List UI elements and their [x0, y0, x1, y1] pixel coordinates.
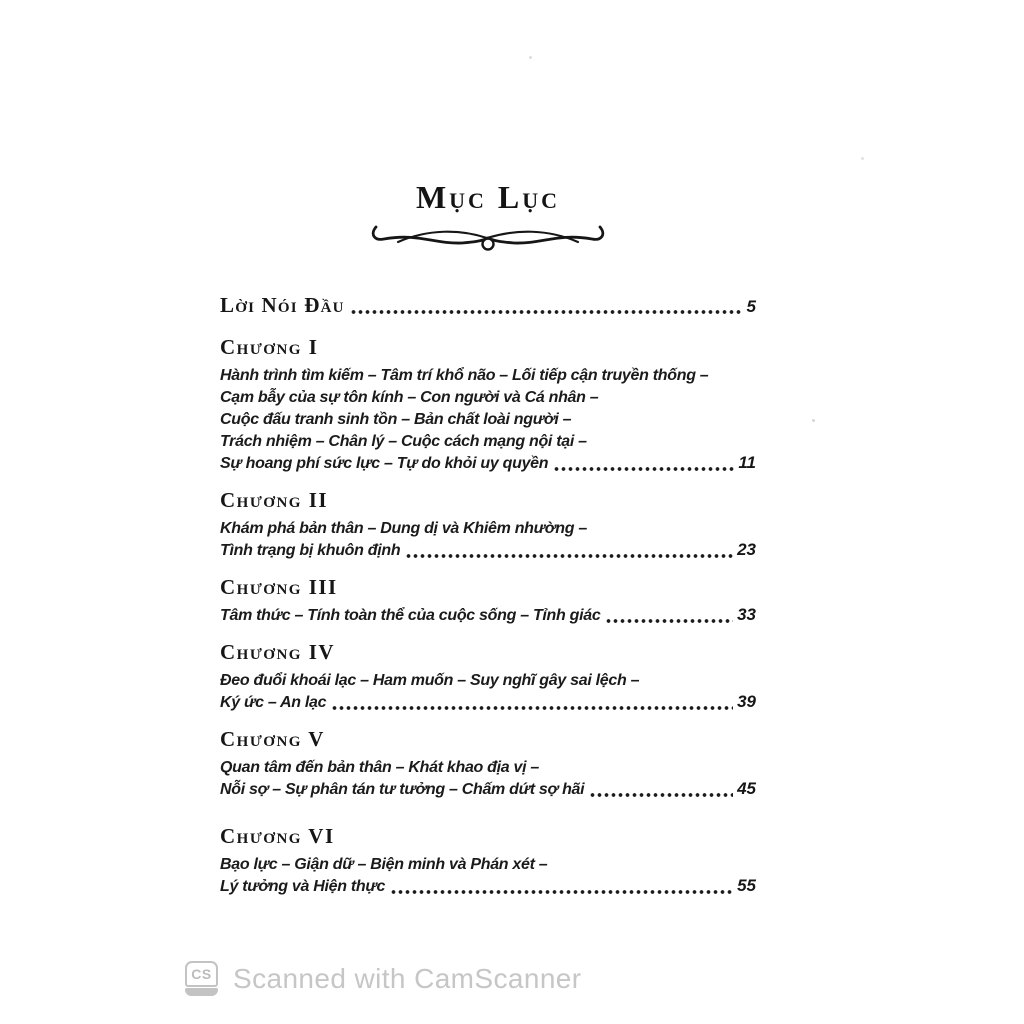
dot-leader: [605, 619, 733, 623]
chapter-line: Tình trạng bị khuôn định: [220, 542, 401, 559]
chapter-line: Ký ức – An lạc: [220, 694, 327, 711]
page-number: 23: [737, 540, 756, 559]
page-number: 5: [746, 297, 756, 316]
chapter-line: Tâm thức – Tính toàn thể của cuộc sống – Tỉnh giác: [220, 607, 601, 624]
chapter-description: [220, 518, 756, 562]
watermark-text: Scanned with CamScanner: [233, 962, 582, 994]
dot-leader: [350, 310, 743, 314]
page-number: 33: [737, 605, 756, 624]
page-number: 11: [738, 453, 756, 472]
chapter-heading: Chương III: [220, 575, 338, 599]
camscanner-watermark: [185, 961, 582, 996]
camscanner-logo-band: [185, 988, 218, 996]
dot-leader: [589, 793, 733, 797]
chapter-description: [220, 605, 756, 627]
page-number: 45: [737, 779, 756, 798]
toc-entry-front-matter: [220, 293, 756, 318]
chapter-line: Cuộc đấu tranh sinh tồn – Bản chất loài người –: [220, 411, 572, 428]
chapter-line: Lý tưởng và Hiện thực: [220, 878, 386, 895]
front-matter-label: Lời Nói Đầu: [220, 293, 345, 317]
chapter-heading: Chương VI: [220, 824, 335, 848]
chapter-description: [220, 854, 756, 898]
chapter-last-line: [220, 692, 756, 714]
chapter-line: Hành trình tìm kiếm – Tâm trí khổ não – Lối tiếp cận truyền thống –: [220, 367, 709, 384]
chapter-description: [220, 670, 756, 714]
chapter-line: Nỗi sợ – Sự phân tán tư tưởng – Chấm dứt sợ hãi: [220, 781, 585, 798]
chapter-line: Bạo lực – Giận dữ – Biện minh và Phán xét –: [220, 856, 548, 873]
chapter-line: Đeo đuổi khoái lạc – Ham muốn – Suy nghĩ gây sai lệch –: [220, 672, 640, 689]
chapter-heading: Chương V: [220, 727, 325, 751]
scan-speck: [812, 419, 815, 422]
chapter-line: Quan tâm đến bản thân – Khát khao địa vị –: [220, 759, 540, 776]
chapter-line: Cạm bẫy của sự tôn kính – Con người và Cá nhân –: [220, 389, 599, 406]
chapter-description: [220, 757, 756, 801]
chapter-last-line: [220, 453, 756, 475]
chapter-line: Sự hoang phí sức lực – Tự do khỏi uy quyền: [220, 455, 549, 472]
dot-leader: [553, 467, 734, 471]
dot-leader: [331, 706, 733, 710]
dot-leader: [390, 890, 733, 894]
page-number: 55: [737, 876, 756, 895]
chapter-heading: Chương IV: [220, 640, 336, 664]
camscanner-logo-initials: CS: [191, 966, 212, 982]
camscanner-logo-icon: [185, 961, 218, 996]
chapter-description: [220, 365, 756, 475]
chapter-last-line: [220, 540, 756, 562]
chapter-last-line: [220, 605, 756, 627]
title-block: [220, 180, 756, 256]
scan-speck: [529, 56, 532, 59]
scan-speck: [861, 157, 864, 160]
page-number: 39: [737, 692, 756, 711]
page-title: Mục Lục: [415, 179, 561, 215]
toc-chapter-2: [220, 487, 756, 562]
table-of-contents: [220, 293, 756, 898]
chapter-last-line: [220, 876, 756, 898]
chapter-line: Khám phá bản thân – Dung dị và Khiêm nhường –: [220, 520, 587, 537]
toc-chapter-3: [220, 574, 756, 627]
toc-chapter-5: [220, 726, 756, 801]
chapter-heading: Chương I: [220, 335, 319, 359]
dot-leader: [405, 554, 733, 558]
flourish-ornament: [368, 216, 608, 256]
chapter-line: Trách nhiệm – Chân lý – Cuộc cách mạng nội tại –: [220, 433, 587, 450]
toc-chapter-1: [220, 334, 756, 475]
toc-chapter-6: [220, 823, 756, 898]
toc-chapter-4: [220, 639, 756, 714]
chapter-last-line: [220, 779, 756, 801]
chapter-heading: Chương II: [220, 488, 329, 512]
